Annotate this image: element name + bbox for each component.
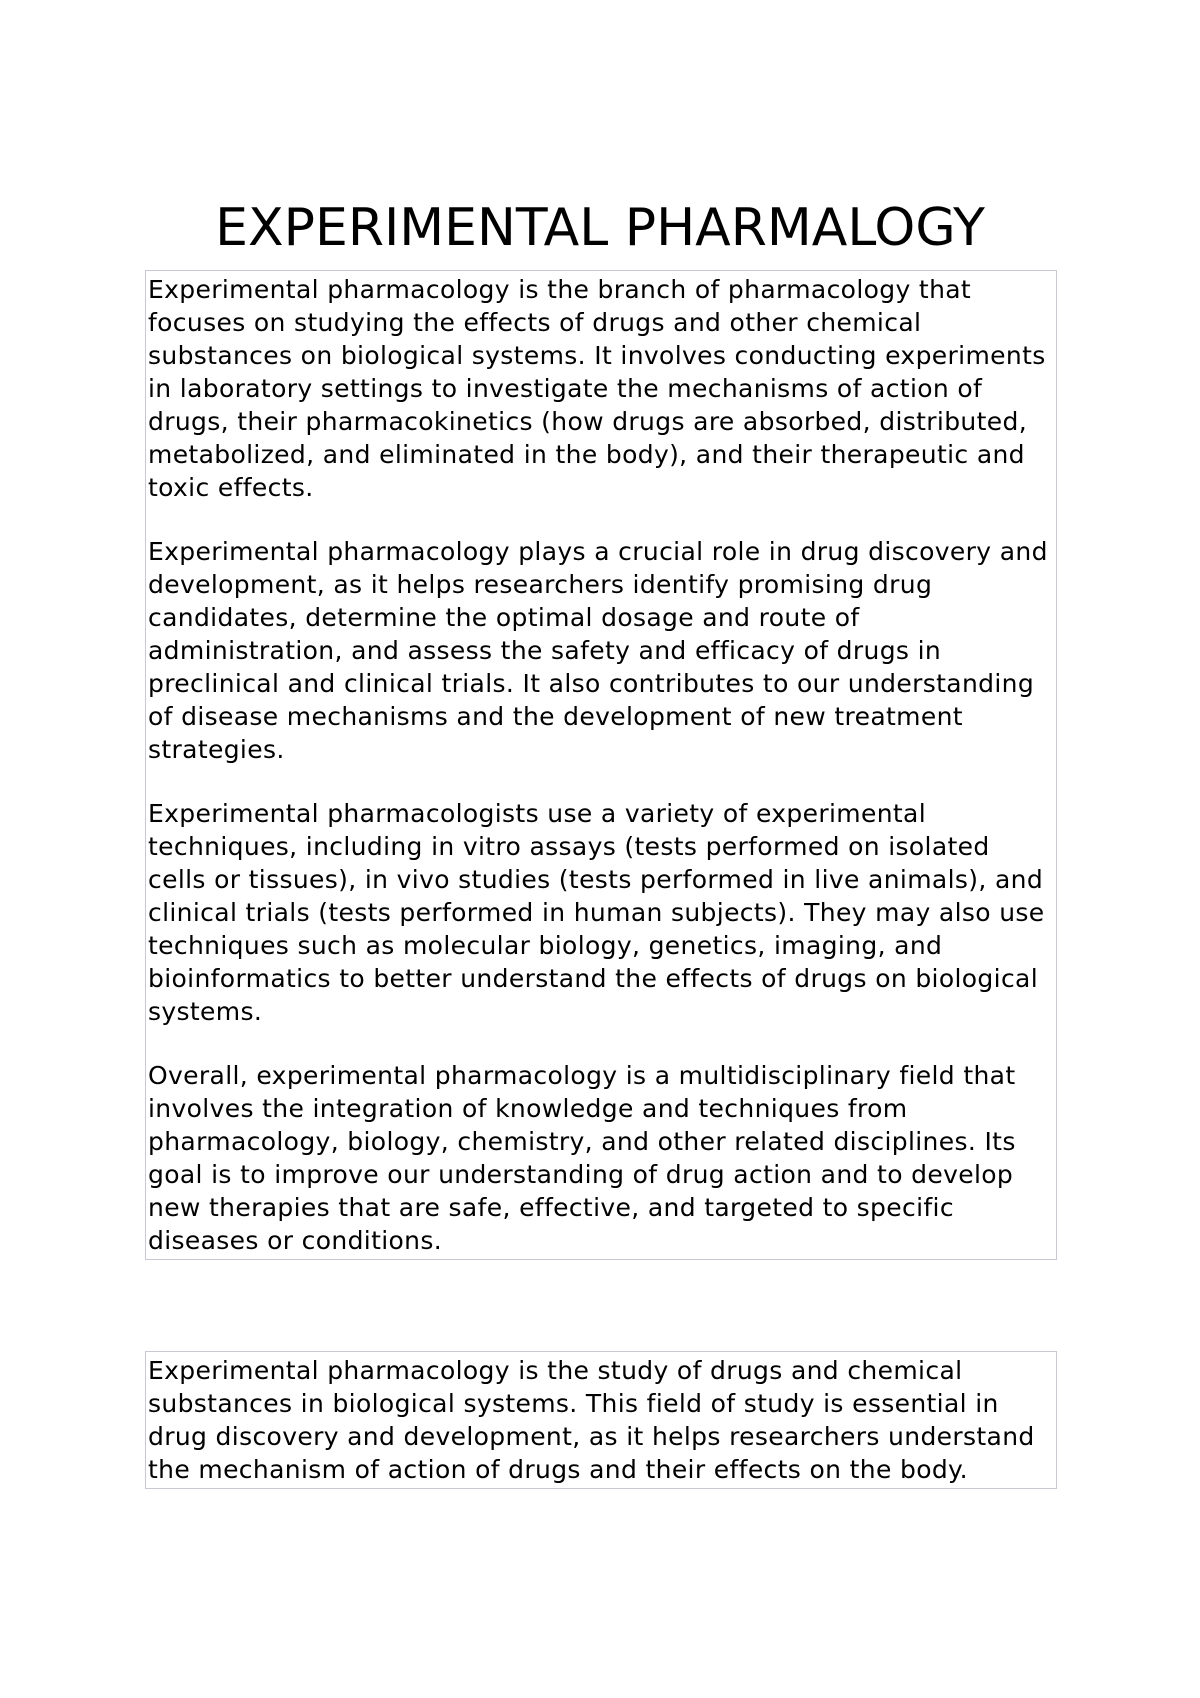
paragraph-summary: Experimental pharmacology is the study of drugs and chemical substances in biological systems. This field of study is essential in drug discovery and development, as it helps researchers understand the mechanism of action of drugs and their effects on the body. bbox=[148, 1356, 1035, 1484]
page-title: EXPERIMENTAL PHARMALOGY bbox=[215, 198, 985, 258]
paragraph-definition: Experimental pharmacology is the branch of pharmacology that focuses on studying the effects of drugs and other chemical substances on biological systems. It involves conducting experiments in laboratory settings to investigate the mechanisms of action of drugs, their pharmacokinetics (how drugs are absorbed, distributed, metabolized, and eliminated in the body), and their therapeutic and toxic effects. bbox=[148, 275, 1046, 502]
summary-text-box bbox=[145, 1351, 1057, 1489]
paragraph-overall: Overall, experimental pharmacology is a multidisciplinary field that involves the integration of knowledge and techniques from pharmacology, biology, chemistry, and other related disciplines. Its goal is to improve our understanding of drug action and to develop new therapies that are safe, effective, and targeted to specific diseases or conditions. bbox=[148, 1061, 1016, 1255]
paragraph-role: Experimental pharmacology plays a crucial role in drug discovery and development, as it helps researchers identify promising drug candidates, determine the optimal dosage and route of administration, and assess the safety and efficacy of drugs in preclinical and clinical trials. It also contributes to our understanding of disease mechanisms and the development of new treatment strategies. bbox=[148, 537, 1048, 764]
paragraph-techniques: Experimental pharmacologists use a variety of experimental techniques, including in vitro assays (tests performed on isolated cells or tissues), in vivo studies (tests performed in live animals), and clinical trials (tests performed in human subjects). They may also use techniques such as molecular biology, genetics, imaging, and bioinformatics to better understand the effects of drugs on biological systems. bbox=[148, 799, 1045, 1026]
main-text-box bbox=[145, 270, 1057, 1260]
